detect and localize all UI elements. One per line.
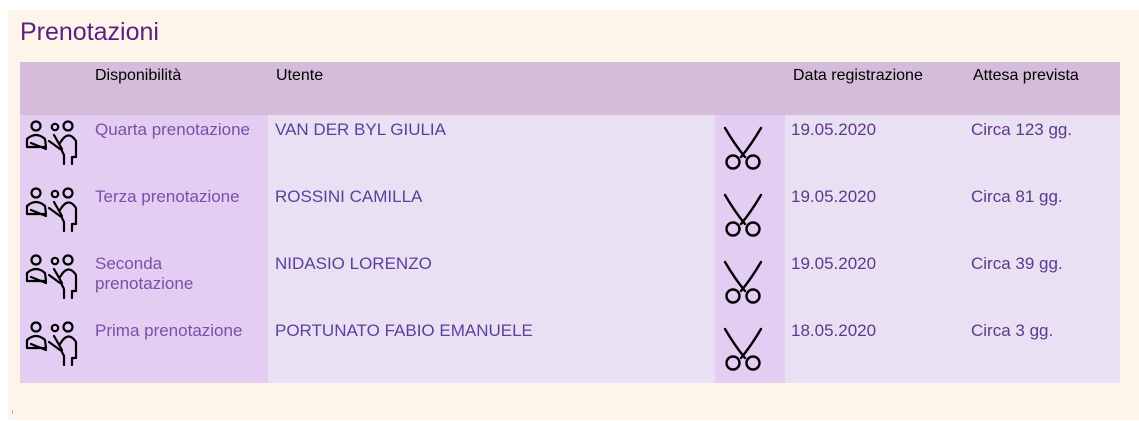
table-row xyxy=(20,182,1120,249)
header-wait: Attesa prevista xyxy=(965,62,1120,115)
row-date: 19.05.2020 xyxy=(785,249,965,316)
row-wait: Circa 81 gg. xyxy=(965,182,1120,249)
table-row xyxy=(20,249,1120,316)
header-action-spacer xyxy=(715,62,785,115)
row-icon-cell xyxy=(20,316,87,383)
table-row xyxy=(20,316,1120,383)
scissors-icon[interactable] xyxy=(721,192,785,238)
row-action-cell[interactable] xyxy=(715,249,785,316)
reservation-queue-icon xyxy=(24,320,87,366)
reservation-queue-icon xyxy=(24,253,87,299)
row-wait: Circa 123 gg. xyxy=(965,115,1120,182)
row-availability: Terza prenotazione xyxy=(87,182,268,249)
row-action-cell[interactable] xyxy=(715,316,785,383)
row-date: 18.05.2020 xyxy=(785,316,965,383)
row-availability: Prima prenotazione xyxy=(87,316,268,383)
row-icon-cell xyxy=(20,249,87,316)
row-availability: Quarta prenotazione xyxy=(87,115,268,182)
reservation-queue-icon xyxy=(24,119,87,165)
row-date: 19.05.2020 xyxy=(785,115,965,182)
row-wait: Circa 3 gg. xyxy=(965,316,1120,383)
row-date: 19.05.2020 xyxy=(785,182,965,249)
panel-edge-mark xyxy=(12,410,13,414)
row-icon-cell xyxy=(20,182,87,249)
row-icon-cell xyxy=(20,115,87,182)
table-header-row xyxy=(20,62,1120,115)
scissors-icon[interactable] xyxy=(721,125,785,171)
header-availability: Disponibilità xyxy=(87,62,268,115)
row-action-cell[interactable] xyxy=(715,115,785,182)
row-action-cell[interactable] xyxy=(715,182,785,249)
row-availability: Seconda prenotazione xyxy=(87,249,268,316)
row-wait: Circa 39 gg. xyxy=(965,249,1120,316)
scissors-icon[interactable] xyxy=(721,326,785,372)
reservation-queue-icon xyxy=(24,186,87,232)
row-user: NIDASIO LORENZO xyxy=(268,249,715,316)
header-icon-spacer xyxy=(20,62,87,115)
row-user: ROSSINI CAMILLA xyxy=(268,182,715,249)
header-user: Utente xyxy=(268,62,715,115)
header-date: Data registrazione xyxy=(785,62,965,115)
row-user: VAN DER BYL GIULIA xyxy=(268,115,715,182)
scissors-icon[interactable] xyxy=(721,259,785,305)
table-row xyxy=(20,115,1120,182)
row-user: PORTUNATO FABIO EMANUELE xyxy=(268,316,715,383)
reservations-table xyxy=(20,62,1120,383)
panel-title: Prenotazioni xyxy=(20,18,159,46)
